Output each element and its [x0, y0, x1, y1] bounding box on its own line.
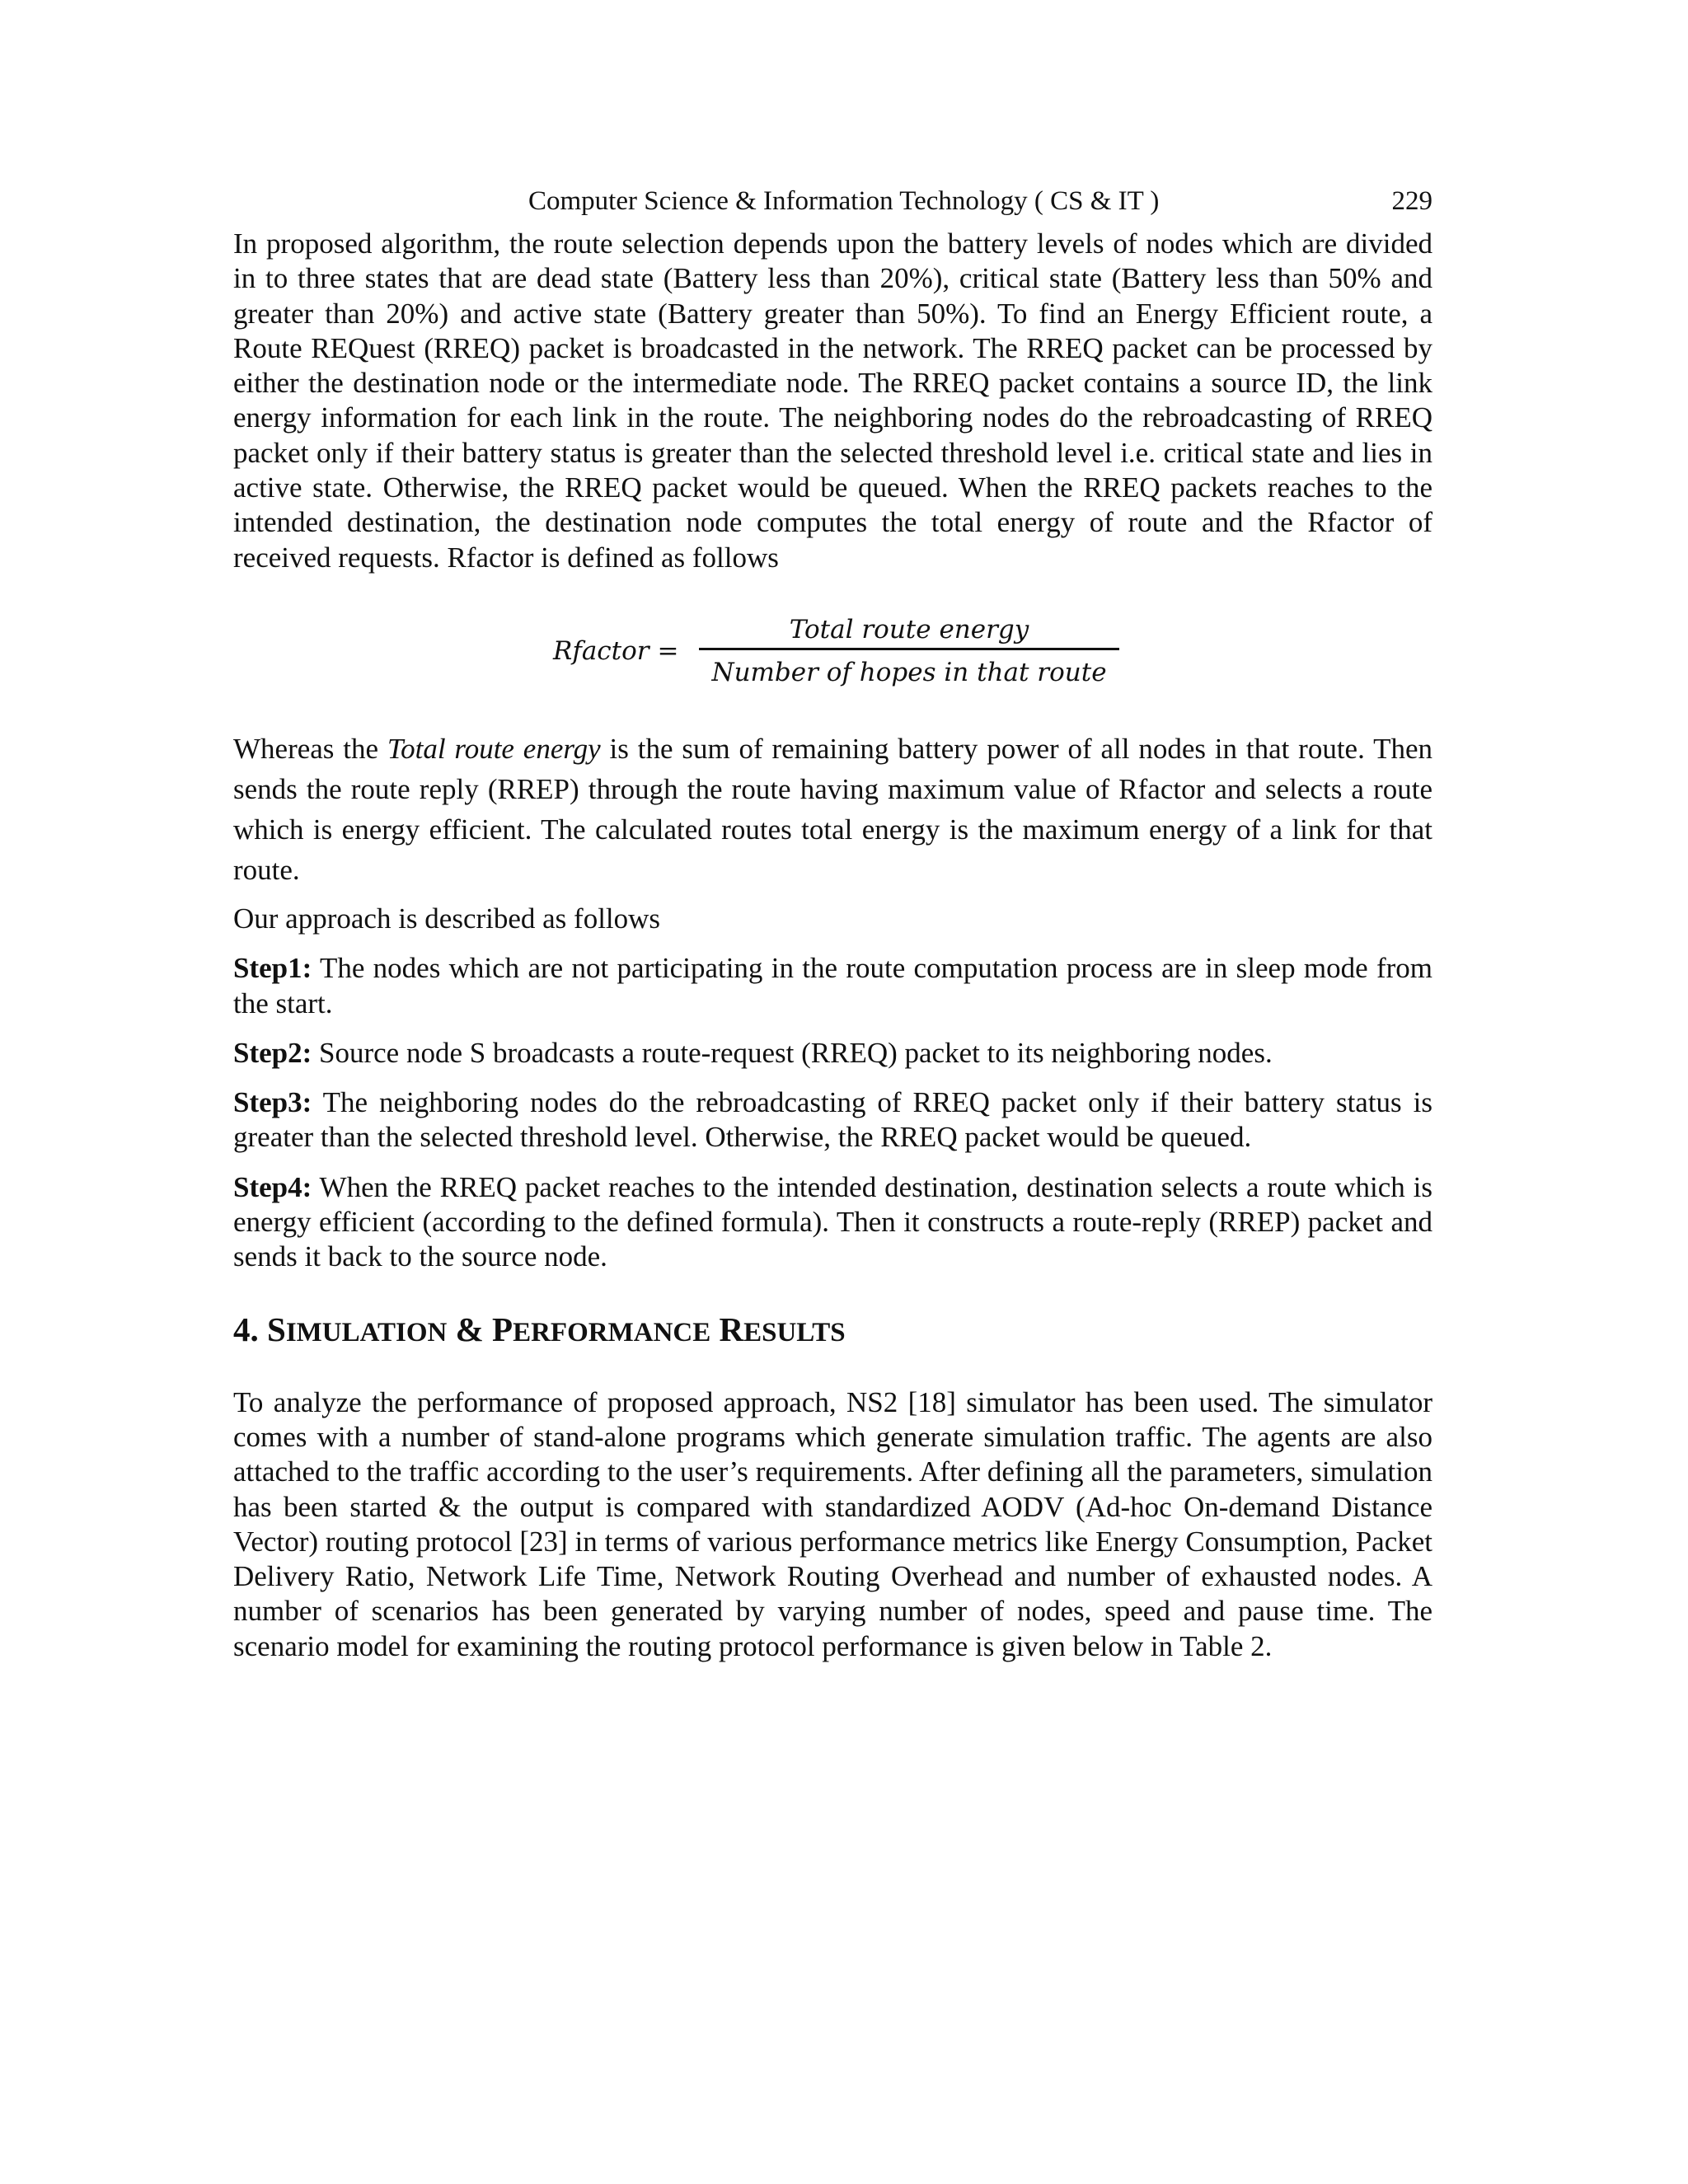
- heading-smallcaps: IMULATION: [285, 1317, 448, 1347]
- page-number: 229: [1391, 186, 1432, 216]
- step-2: [233, 1036, 1432, 1071]
- paragraph-total-route-energy: [233, 729, 1432, 890]
- step-label: Step2:: [233, 1036, 312, 1069]
- step-label: Step3:: [233, 1086, 312, 1119]
- step-label: Step4:: [233, 1170, 312, 1203]
- step-3: [233, 1085, 1432, 1155]
- formula-fraction: [699, 612, 1119, 693]
- section-number: 4.: [233, 1310, 267, 1348]
- formula-denominator: Number of hopes in that route: [711, 657, 1107, 687]
- section-heading-simulation: [233, 1306, 1432, 1356]
- paragraph-simulation: To analyze the performance of proposed approach, NS2 [18] simulator has been used. The simulator comes with a number of stand-alone programs which generate simulation traffic. The agents are also attached to the traffic according to the user’s requirements. After defining all the parameters, simulation has been started & the output is compared with standardized AODV (Ad-hoc On-demand Distance Vector) routing protocol [23] in terms of various performance metrics like Energy Consumption, Packet Delivery Ratio, Network Life Time, Network Routing Overhead and number of exhausted nodes. A number of scenarios has been generated by varying number of nodes, speed and pause time. The scenario model for examining the routing protocol performance is given below in Table 2.: [233, 1385, 1432, 1662]
- whereas-prefix: Whereas the: [233, 732, 387, 765]
- paper-page: [233, 180, 1432, 1664]
- whereas-suffix: is the sum of remaining battery power of all nodes in that route.: [600, 732, 1365, 765]
- step-label: Step1:: [233, 952, 312, 985]
- step-text: Source node S broadcasts a route-request (RREQ) packet to its neighboring nodes.: [312, 1036, 1273, 1069]
- journal-title: Computer Science & Information Technology ( CS & IT ): [528, 186, 1160, 216]
- step-text: The neighboring nodes do the rebroadcasting of RREQ packet only if their battery status is greater than the selected threshold level. Otherwise, the RREQ packet would be queued.: [233, 1086, 1432, 1154]
- rfactor-formula: [233, 612, 1432, 704]
- running-header: [233, 180, 1432, 223]
- formula-numerator: Total route energy: [789, 614, 1029, 644]
- heading-smallcaps: ESULTS: [743, 1317, 846, 1347]
- paragraph-approach: Our approach is described as follows: [233, 902, 661, 935]
- step-text: When the RREQ packet reaches to the intended destination, destination selects a route which is energy efficient (according to the defined formula). Then it constructs a route-reply (RREP) packet and sends it back to the source node.: [233, 1170, 1432, 1273]
- heading-cap: S: [267, 1310, 286, 1348]
- heading-ampersand: &: [447, 1310, 493, 1348]
- formula-lhs: Rfactor =: [553, 635, 679, 666]
- step-4: [233, 1170, 1432, 1275]
- heading-cap: P: [492, 1310, 513, 1348]
- heading-space: [710, 1310, 719, 1348]
- step-1: [233, 951, 1432, 1021]
- heading-cap: R: [719, 1310, 744, 1348]
- step-text: The nodes which are not participating in the route computation process are in sleep mode from the start.: [233, 952, 1432, 1019]
- paragraph-route-selection: In proposed algorithm, the route selection depends upon the battery levels of nodes which are divided in to three states that are dead state (Battery less than 20%), critical state (Battery less than 50% and greater than 20%) and active state (Battery greater than 50%). To find an Energy Efficient route, a Route REQuest (RREQ) packet is broadcasted in the network. The RREQ packet can be processed by either the destination node or the intermediate node. The RREQ packet contains a source ID, the link energy information for each link in the route. The neighboring nodes do the rebroadcasting of RREQ packet only if their battery status is greater than the selected threshold level i.e. critical state and lies in active state. Otherwise, the RREQ packet would be queued. When the RREQ packets reaches to the intended destination, the destination node computes the total energy of route and the Rfactor of received requests. Rfactor is defined as follows: [233, 227, 1432, 574]
- italic-term: Total route energy: [387, 732, 601, 765]
- heading-smallcaps: ERFORMANCE: [513, 1317, 711, 1347]
- rrep-description: Then sends the route reply (RREP) through the route having maximum value of Rfactor and selects a route which is energy efficient. The calculated routes total energy is the maximum energy of a link for that route.: [233, 732, 1432, 886]
